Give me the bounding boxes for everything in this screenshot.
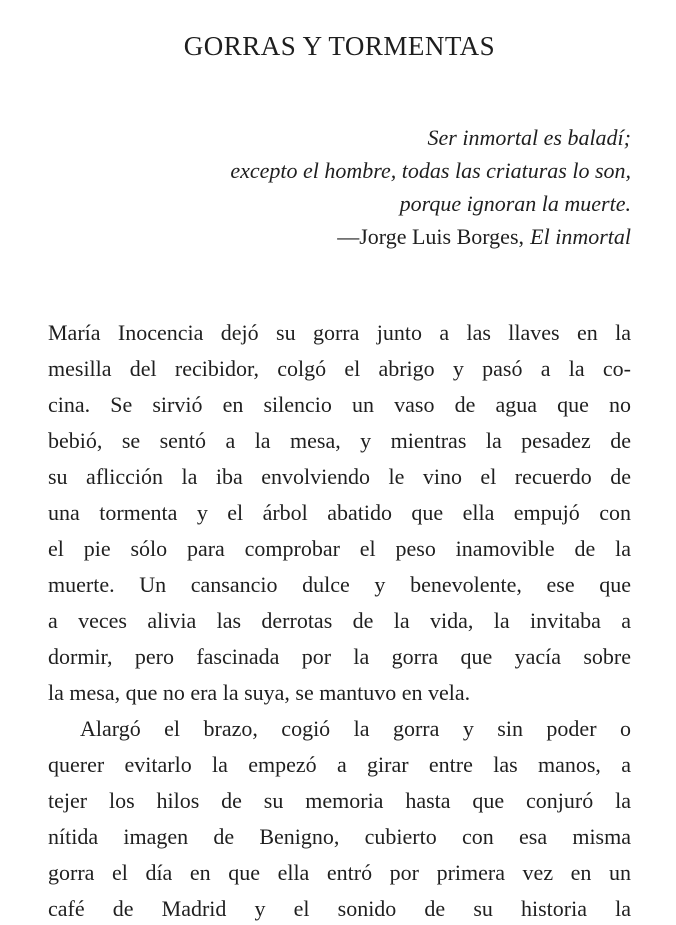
body-line: café de Madrid y el sonido de su historia la (48, 896, 631, 921)
chapter-title: GORRAS Y TORMENTAS (183, 31, 496, 61)
epigraph-attribution (48, 220, 631, 253)
body-line: dormir, pero fascinada por la gorra que yacía sobre (48, 644, 631, 669)
body-line: gorra el día en que ella entró por primera vez en un (48, 860, 631, 885)
epigraph (48, 121, 631, 253)
body-line: el pie sólo para comprobar el peso inamovible de la (48, 536, 631, 561)
epigraph-line: excepto el hombre, todas las criaturas lo son, (230, 158, 631, 183)
body-line: nítida imagen de Benigno, cubierto con esa misma (48, 824, 631, 849)
paragraph (48, 711, 631, 925)
body-line: una tormenta y el árbol abatido que ella empujó con (48, 500, 631, 525)
body-line: bebió, se sentó a la mesa, y mientras la pesadez de (48, 428, 631, 453)
body-line: a veces alivia las derrotas de la vida, la invitaba a (48, 608, 631, 633)
body-text (48, 315, 631, 925)
body-line: su aflicción la iba envolviendo le vino el recuerdo de (48, 464, 631, 489)
epigraph-line: porque ignoran la muerte. (399, 191, 631, 216)
epigraph-author: —Jorge Luis Borges, (337, 224, 524, 249)
body-line: la mesa, que no era la suya, se mantuvo en vela. (48, 680, 471, 705)
body-line: cina. Se sirvió en silencio un vaso de agua que no (48, 392, 631, 417)
body-line: tejer los hilos de su memoria hasta que conjuró la (48, 788, 631, 813)
epigraph-line: Ser inmortal es baladí; (427, 125, 631, 150)
paragraph (48, 315, 631, 711)
body-line: querer evitarlo la empezó a girar entre las manos, a (48, 752, 631, 777)
body-line: María Inocencia dejó su gorra junto a las llaves en la (48, 320, 631, 345)
epigraph-work-title: El inmortal (530, 224, 631, 249)
body-line: Alargó el brazo, cogió la gorra y sin poder o (80, 716, 631, 741)
body-line: muerte. Un cansancio dulce y benevolente, ese que (48, 572, 631, 597)
body-line: mesilla del recibidor, colgó el abrigo y pasó a la co- (48, 356, 631, 381)
